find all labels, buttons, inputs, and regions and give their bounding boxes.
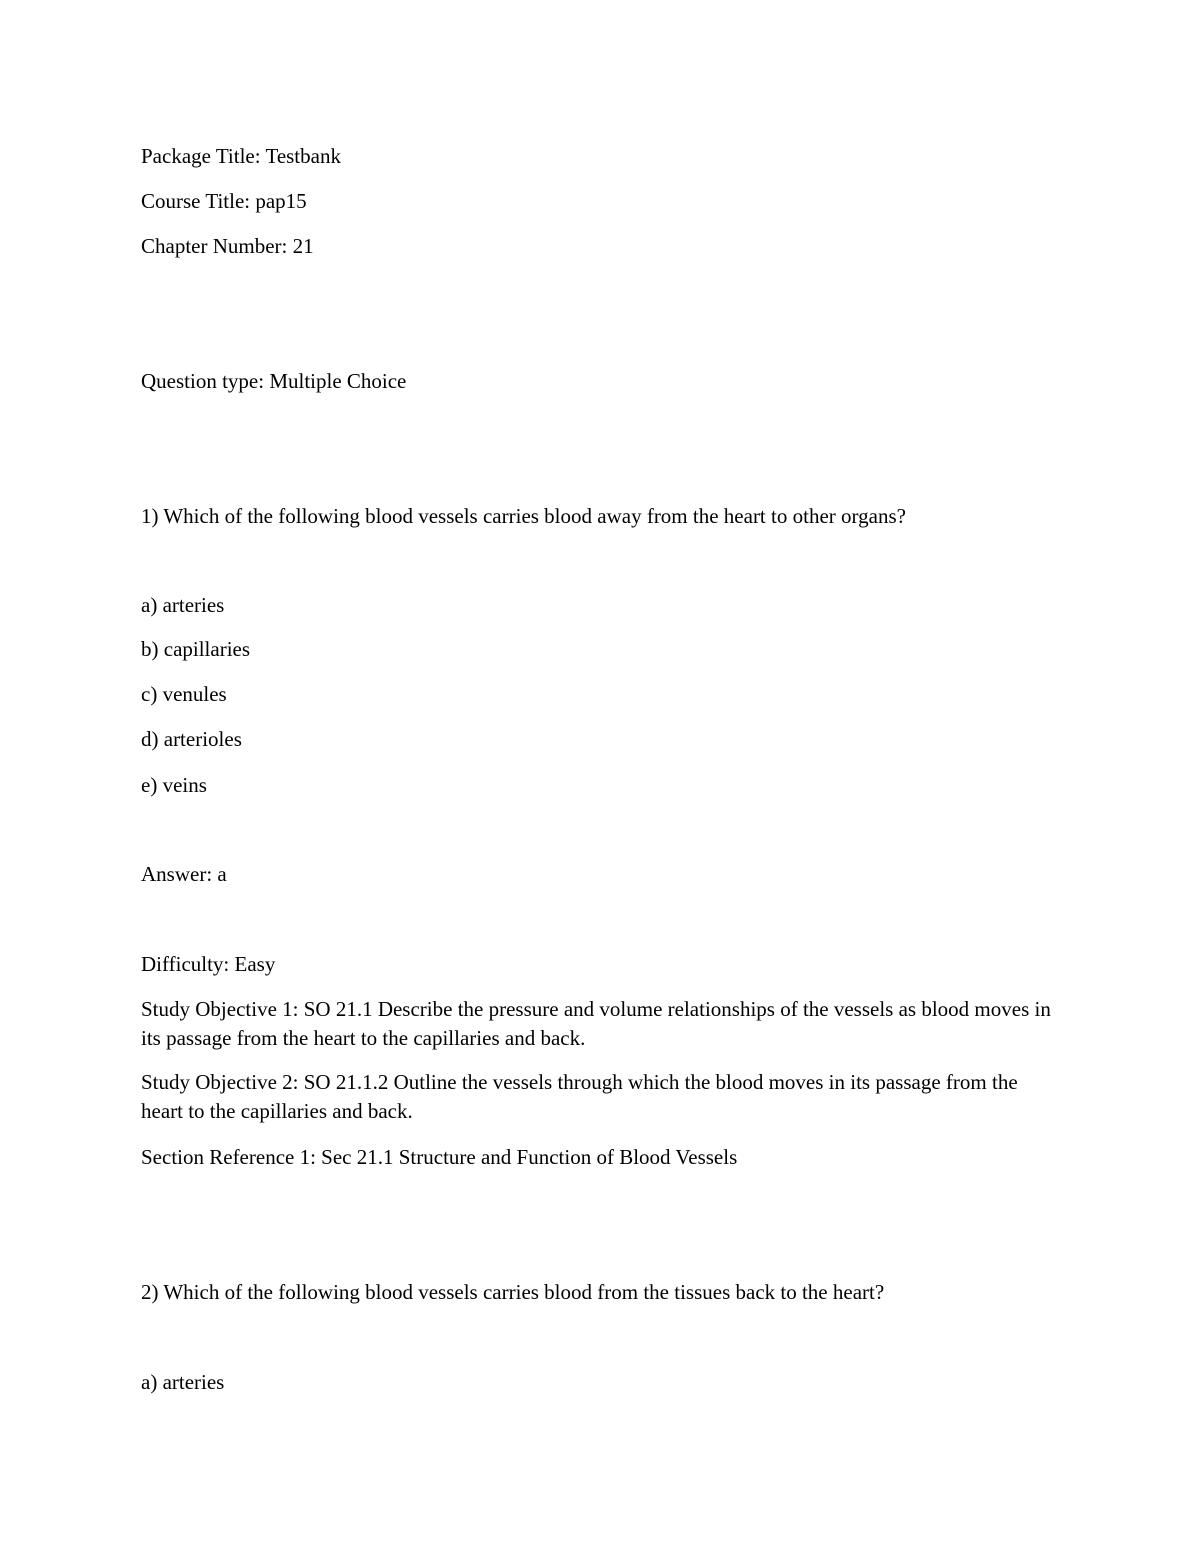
course-title: Course Title: pap15 [141,189,307,213]
answer-option-c: c) venules [141,682,227,706]
answer-option-e: e) veins [141,773,207,797]
question-prompt: 1) Which of the following blood vessels carries blood away from the heart to other organs? [141,504,906,528]
question-prompt: 2) Which of the following blood vessels carries blood from the tissues back to the heart? [141,1280,885,1304]
answer-option-b: b) capillaries [141,637,251,661]
answer-option-a: a) arteries [141,1370,225,1394]
study-objective-2: Study Objective 2: SO 21.1.2 Outline the vessels through which the blood moves in its passage from the heart to the capillaries and back. [141,1070,1018,1123]
answer-option-a: a) arteries [141,593,225,617]
answer-option-d: d) arterioles [141,727,242,751]
package-title: Package Title: Testbank [141,144,341,168]
study-objective-1: Study Objective 1: SO 21.1 Describe the pressure and volume relationships of the vessels as blood moves in its passage from the heart to the capillaries and back. [141,997,1051,1050]
answer-key: Answer: a [141,862,227,886]
question-type: Question type: Multiple Choice [141,369,407,393]
chapter-number: Chapter Number: 21 [141,234,314,258]
section-reference-1: Section Reference 1: Sec 21.1 Structure and Function of Blood Vessels [141,1145,738,1169]
difficulty: Difficulty: Easy [141,952,276,976]
